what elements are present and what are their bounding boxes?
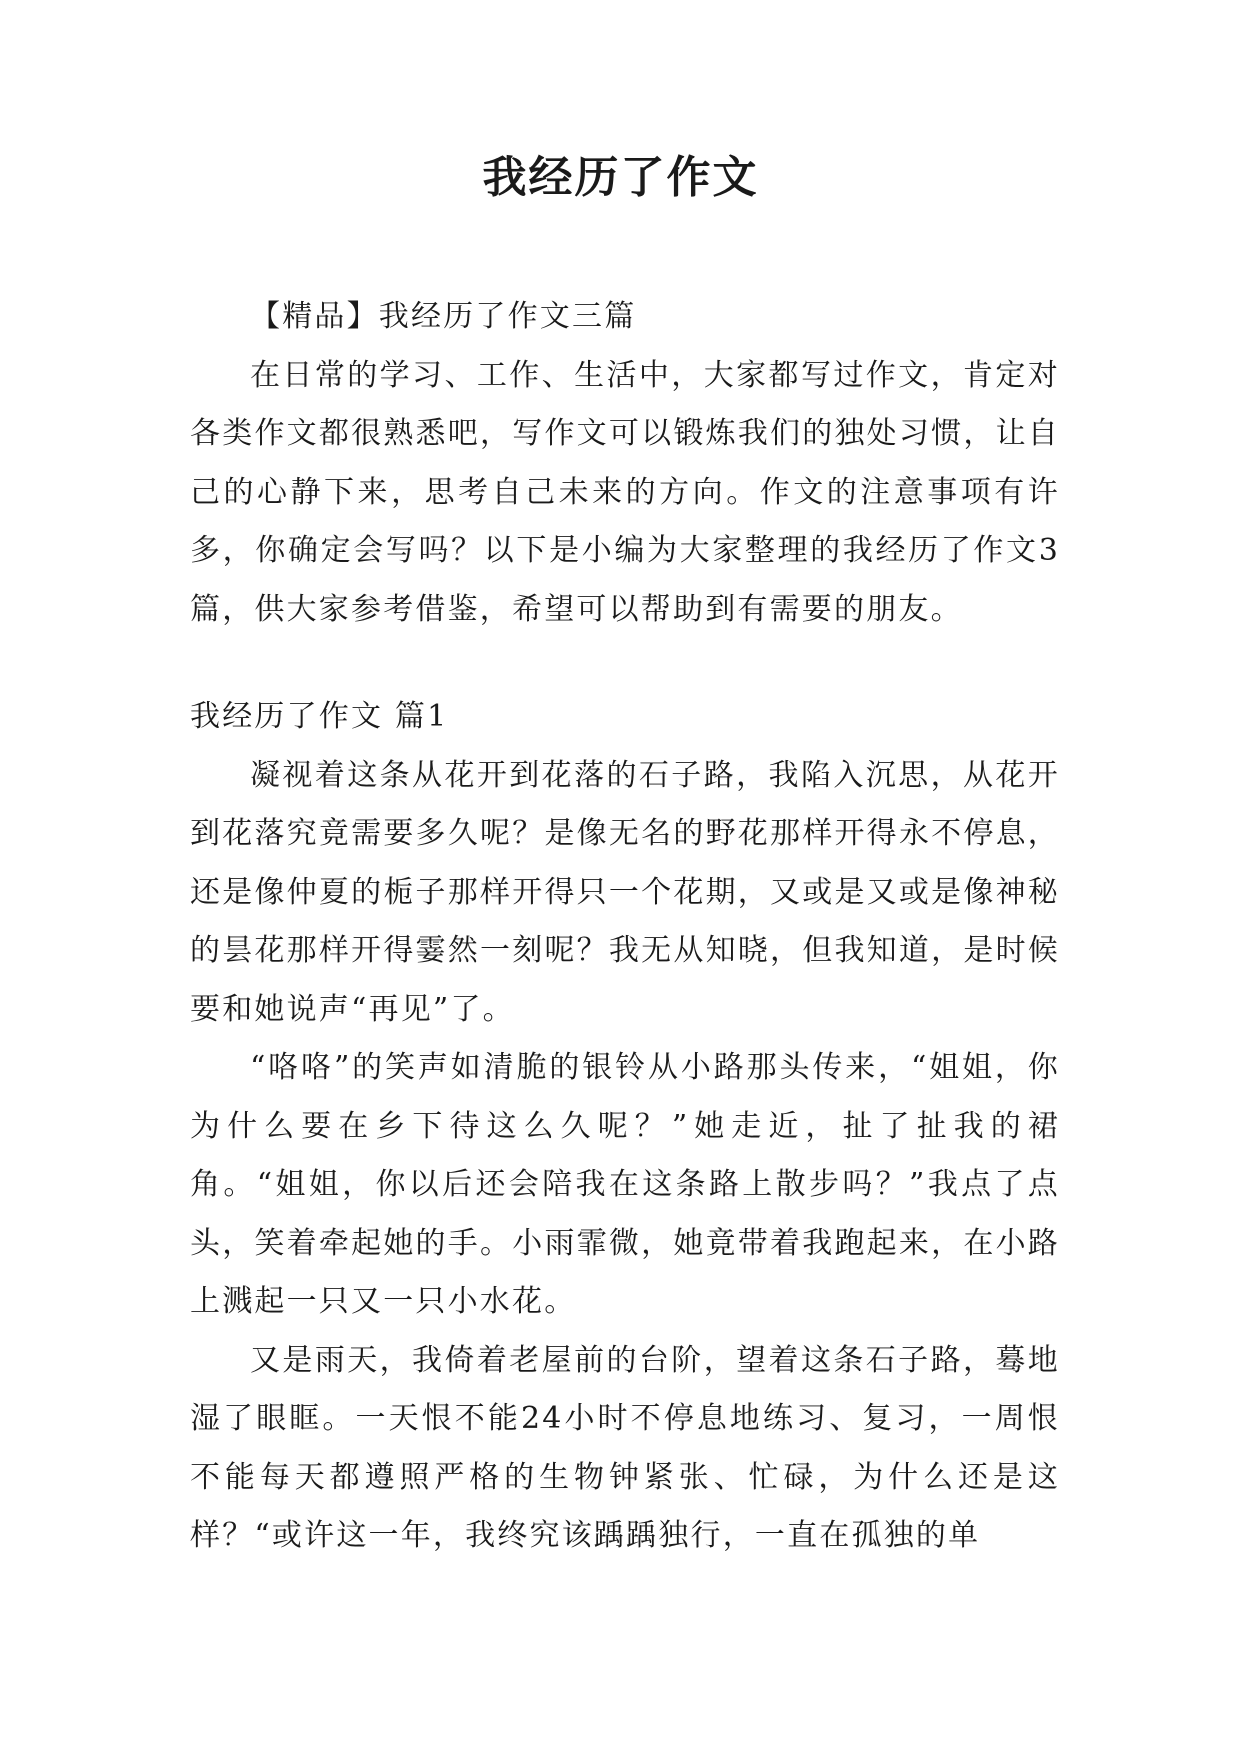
section-paragraph-1: 凝视着这条从花开到花落的石子路，我陷入沉思，从花开到花落究竟需要多久呢？是像无名的野花那样开得永不停息，还是像仲夏的栀子那样开得只一个花期，又或是又或是像神秘的昙花那样开得霎然一刻呢？我无从知晓，但我知道，是时候要和她说声“再见”了。 [190,757,1060,1027]
section-heading: 我经历了作文 篇1 [190,699,449,734]
document-title: 我经历了作文 [482,152,759,203]
document-body [190,288,1060,1566]
section-paragraph-3: 又是雨天，我倚着老屋前的台阶，望着这条石子路，蓦地湿了眼眶。一天恨不能24小时不停息地练习、复习，一周恨不能每天都遵照严格的生物钟紧张、忙碌，为什么还是这样？“或许这一年，我终究该踽踽独行，一直在孤独的单 [190,1342,1060,1553]
intro-paragraph: 在日常的学习、工作、生活中，大家都写过作文，肯定对各类作文都很熟悉吧，写作文可以锻炼我们的独处习惯，让自己的心静下来，思考自己未来的方向。作文的注意事项有许多，你确定会写吗？以下是小编为大家整理的我经历了作文3篇，供大家参考借鉴，希望可以帮助到有需要的朋友。 [190,357,1060,627]
intro-heading: 【精品】我经历了作文三篇 [250,299,637,334]
paragraph-gap [190,639,1060,688]
section-paragraph-2: “咯咯”的笑声如清脆的银铃从小路那头传来，“姐姐，你为什么要在乡下待这么久呢？”她走近，扯了扯我的裙角。“姐姐，你以后还会陪我在这条路上散步吗？”我点了点头，笑着牵起她的手。小雨霏微，她竟带着我跑起来，在小路上溅起一只又一只小水花。 [190,1050,1060,1319]
